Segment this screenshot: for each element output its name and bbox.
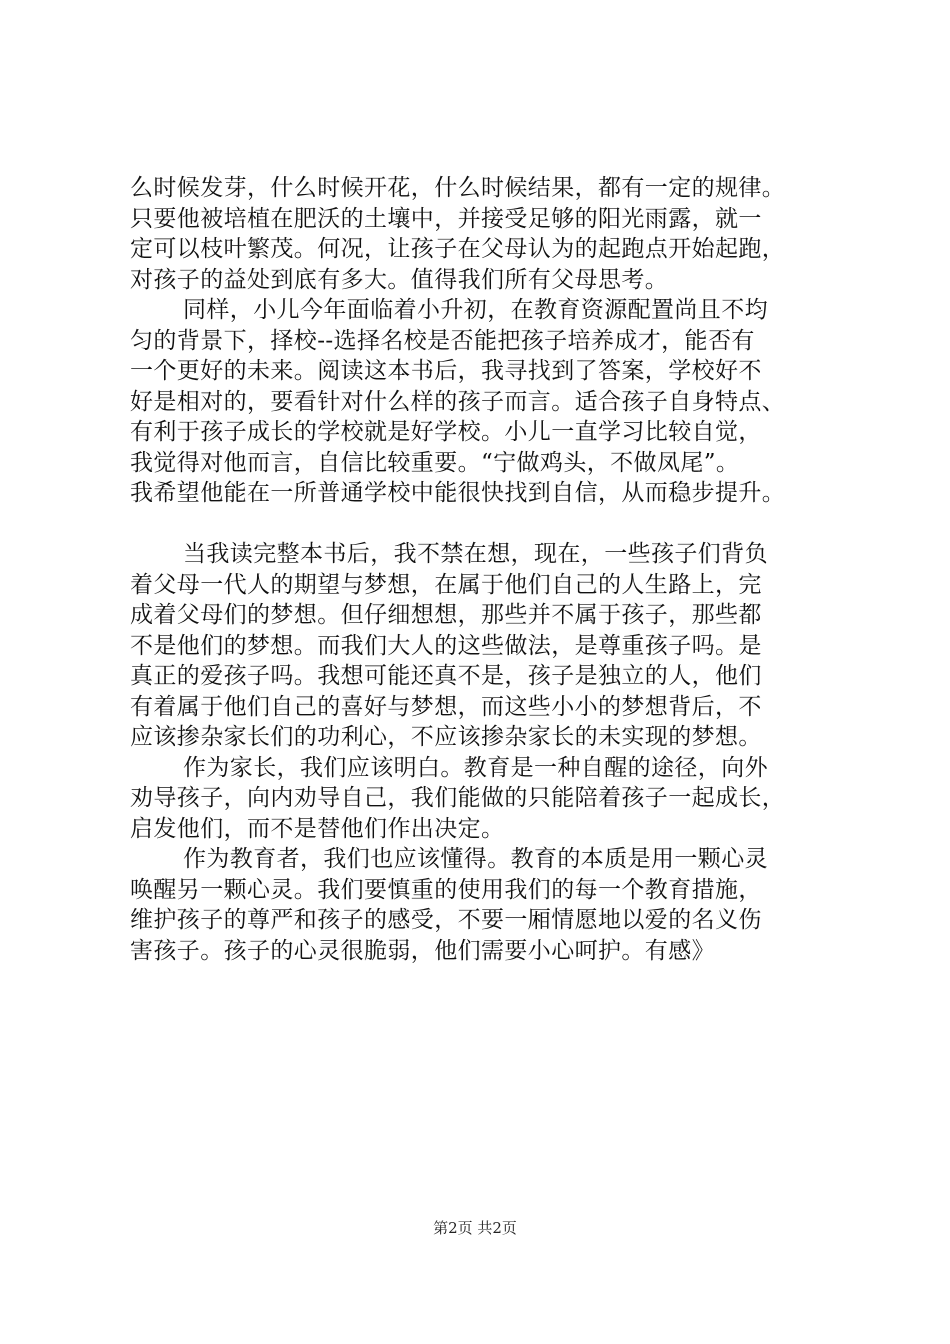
paragraph-start-line: 作为家长，我们应该明白。教育是一种自醒的途径，向外 xyxy=(183,754,768,781)
text-line: 应该掺杂家长们的功利心，不应该掺杂家长的未实现的梦想。 xyxy=(130,724,762,750)
page-footer xyxy=(0,1218,950,1238)
text-line: 一个更好的未来。阅读这本书后，我寻找到了答案，学校好不 xyxy=(130,358,762,384)
text-line: 匀的背景下，择校--选择名校是否能把孩子培养成才，能否有 xyxy=(130,327,755,354)
paragraph-start-line: 当我读完整本书后，我不禁在想，现在，一些孩子们背负 xyxy=(183,541,768,567)
paragraph-start-line: 同样，小儿今年面临着小升初，在教育资源配置尚且不均 xyxy=(183,297,768,323)
text-line: 劝导孩子，向内劝导自己，我们能做的只能陪着孩子一起成长， xyxy=(130,785,786,811)
text-line: 我希望他能在一所普通学校中能很快找到自信，从而稳步提升。 xyxy=(130,480,786,506)
text-line: 维护孩子的尊严和孩子的感受，不要一厢情愿地以爱的名义伤 xyxy=(130,907,762,933)
text-line: 我觉得对他而言，自信比较重要。“宁做鸡头，不做凤尾”。 xyxy=(130,449,740,476)
text-line: 有利于孩子成长的学校就是好学校。小儿一直学习比较自觉， xyxy=(130,419,762,445)
text-line: 害孩子。孩子的心灵很脆弱，他们需要小心呵护。有感》 xyxy=(130,937,715,964)
text-line: 唤醒另一颗心灵。我们要慎重的使用我们的每一个教育措施， xyxy=(130,876,762,903)
text-line: 着父母一代人的期望与梦想，在属于他们自己的人生路上，完 xyxy=(130,571,762,598)
text-line: 有着属于他们自己的喜好与梦想，而这些小小的梦想背后，不 xyxy=(130,693,762,720)
text-line: 好是相对的，要看针对什么样的孩子而言。适合孩子自身特点、 xyxy=(130,388,786,415)
text-line: 对孩子的益处到底有多大。值得我们所有父母思考。 xyxy=(130,266,669,293)
text-line: 定可以枝叶繁茂。何况，让孩子在父母认为的起跑点开始起跑， xyxy=(130,236,786,262)
blank-line xyxy=(130,509,850,540)
text-line: 么时候发芽，什么时候开花，什么时候结果，都有一定的规律。 xyxy=(130,175,786,201)
text-line: 启发他们，而不是替他们作出决定。 xyxy=(130,815,505,842)
text-line: 成着父母们的梦想。但仔细想想，那些并不属于孩子，那些都 xyxy=(130,602,762,628)
text-line: 只要他被培植在肥沃的土壤中，并接受足够的阳光雨露，就一 xyxy=(130,205,762,232)
text-line: 不是他们的梦想。而我们大人的这些做法，是尊重孩子吗。是 xyxy=(130,632,762,659)
page-number-label: 第2页 共2页 xyxy=(433,1219,517,1237)
document-body xyxy=(130,173,850,966)
text-line: 真正的爱孩子吗。我想可能还真不是，孩子是独立的人，他们 xyxy=(130,663,762,689)
paragraph-start-line: 作为教育者，我们也应该懂得。教育的本质是用一颗心灵 xyxy=(183,846,768,872)
